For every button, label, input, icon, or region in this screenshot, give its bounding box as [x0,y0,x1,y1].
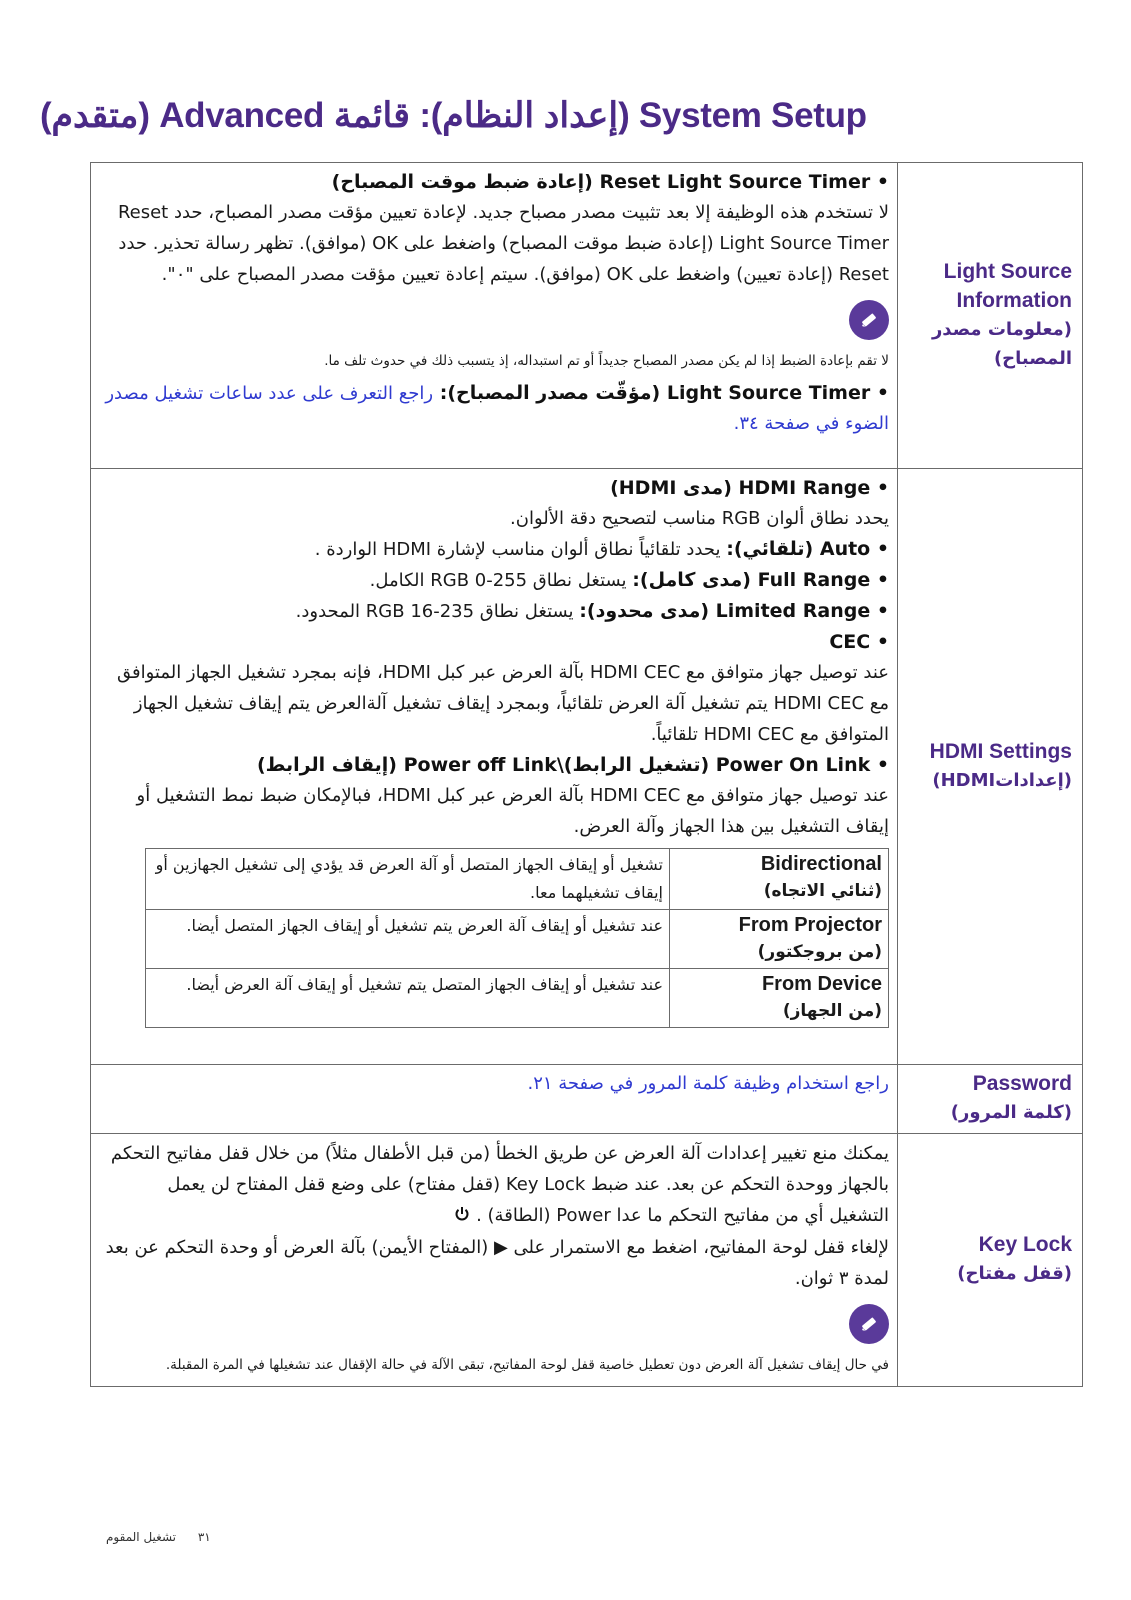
auto-text: يحدد تلقائياً نطاق ألوان مناسب لإشارة HDMI الواردة . [314,539,727,560]
light-source-timer-heading: • Light Source Timer (مؤقّت مصدر المصباح): [433,382,889,404]
unlock-text: لإلغاء قفل لوحة المفاتيح، اضغط مع الاستمرار على ▶ (المفتاح الأيمن) بآلة العرض أو وحدة التحكم عن بعد لمدة ٣ ثوان. [105,1236,889,1289]
note-pencil-icon [849,1304,889,1344]
footer-text: تشغيل المقوم [106,1530,176,1544]
table-row [91,469,1083,1065]
light-source-label-ar: (معلومات مصدر المصباح) [931,318,1072,369]
keylock-label-ar: (قفل مفتاح) [957,1262,1072,1284]
hdmi-description [91,469,898,1065]
power-link-options-table [145,848,889,1028]
table-row [146,849,889,910]
keylock-text [103,1138,889,1232]
hdmi-settings-label-ar: (إعداداتHDMI) [932,769,1072,791]
note-pencil-icon [849,300,889,340]
table-row [91,163,1083,469]
option-from-projector-desc: عند تشغيل أو إيقاف آلة العرض يتم تشغيل أو إيقاف الجهاز المتصل أيضا. [146,910,670,969]
password-label: Password [972,1072,1072,1095]
password-label-ar: (كلمة المرور) [950,1102,1072,1123]
reset-warning-note: لا تقم بإعادة الضبط إذا لم يكن مصدر المصباح جديداً أو تم استبداله، إذ يتسبب ذلك في حدوث تلف ما. [324,353,889,369]
option-name-cell [670,910,889,969]
limited-range-heading: • Limited Range (مدى محدود): [579,600,889,622]
option-from-projector-ar: (من بروجكتور) [757,942,882,962]
power-icon [454,1201,470,1232]
light-source-label-cell [898,163,1083,469]
keylock-description [91,1134,898,1387]
option-from-device-desc: عند تشغيل أو إيقاف الجهاز المتصل يتم تشغيل أو إيقاف آلة العرض أيضا. [146,969,670,1028]
page-title: System Setup (إعداد النظام): قائمة Advanced (متقدم) [40,96,867,135]
keylock-label-cell [898,1134,1083,1387]
option-bidirectional: Bidirectional [760,853,882,875]
full-range-text: يستغل نطاق RGB 0-255 الكامل. [369,570,633,591]
full-range-heading: • Full Range (مدى كامل): [632,569,889,591]
table-row [91,1065,1083,1134]
password-link[interactable]: راجع استخدام وظيفة كلمة المرور في صفحة ٢١. [527,1073,889,1094]
option-from-device-ar: (من الجهاز) [782,1001,882,1021]
hdmi-range-text: يحدد نطاق ألوان RGB مناسب لتصحيح دقة الألوان. [510,508,889,529]
auto-heading: • Auto (تلقائي): [726,538,889,560]
light-source-label: Light Source Information [943,259,1072,312]
power-link-text: عند توصيل جهاز متوافق مع HDMI CEC بآلة العرض عبر كبل HDMI، فبالإمكان ضبط نمط التشغيل أو إيقاف التشغيل بين هذا الجهاز وآلة العرض. [136,785,889,837]
password-description [91,1065,898,1134]
cec-text: عند توصيل جهاز متوافق مع HDMI CEC بآلة العرض عبر كبل HDMI، فإنه بمجرد تشغيل الجهاز المتوافق مع HDMI CEC يتم تشغيل آلة العرض تلقائياً، وبمجرد إيقاف تشغيل آلةالعرض يتم إيقاف تشغيل الجهاز المتوافق مع HDMI CEC تلقائياً. [116,662,889,745]
keylock-note: في حال إيقاف تشغيل آلة العرض دون تعطيل خاصية قفل لوحة المفاتيح، تبقى الآلة في حالة الإقفال عند تشغيلها في المرة المقبلة. [165,1356,889,1373]
option-name-cell [670,849,889,910]
table-row [146,910,889,969]
limited-range-text: يستغل نطاق RGB 16-235 المحدود. [295,601,580,622]
power-link-heading: • Power On Link (تشغيل الرابط)\Power off Link (إيقاف الرابط) [257,754,889,776]
option-from-device: From Device [761,973,882,995]
password-label-cell [898,1065,1083,1134]
page-number: ٣١ [197,1530,211,1544]
cec-heading: • CEC [829,631,889,653]
keylock-label: Key Lock [978,1232,1072,1256]
table-row [146,969,889,1028]
page-footer [88,1530,211,1544]
option-name-cell [670,969,889,1028]
reset-light-source-text: لا تستخدم هذه الوظيفة إلا بعد تثبيت مصدر مصباح جديد. لإعادة تعيين مؤقت مصدر المصباح، حدد Reset Light Source Timer (إعادة ضبط موقت المصباح) واضغط على OK (موافق). تظهر رسالة تحذير. حدد Reset (إعادة تعيين) واضغط على OK (موافق). سيتم إعادة تعيين مؤقت مصدر المصباح على "٠". [117,202,889,285]
option-bidirectional-desc: تشغيل أو إيقاف الجهاز المتصل أو آلة العرض قد يؤدي إلى تشغيل الجهازين أو إيقاف تشغيلهما معا. [146,849,670,910]
settings-table [90,162,1083,1387]
hdmi-range-heading: • HDMI Range (مدى HDMI) [610,477,889,499]
reset-light-source-timer-heading: • Reset Light Source Timer (إعادة ضبط موقت المصباح) [331,171,889,193]
light-source-timer-link[interactable]: راجع التعرف على عدد ساعات تشغيل مصدر الضوء في صفحة ٣٤. [105,383,889,434]
table-row [91,1134,1083,1387]
option-from-projector: From Projector [738,914,882,936]
keylock-text-body: يمكنك منع تغيير إعدادات آلة العرض عن طريق الخطأ (من قبل الأطفال مثلاً) من خلال قفل مفاتيح التحكم بالجهاز ووحدة التحكم عن بعد. عند ضبط Key Lock (قفل مفتاح) على وضع قفل المفتاح لن يعمل التشغيل أي من مفاتيح التحكم ما عدا Power (الطاقة) . [110,1143,889,1226]
hdmi-label-cell [898,469,1083,1065]
light-source-description [91,163,898,469]
hdmi-settings-label: HDMI Settings [929,739,1072,763]
option-bidirectional-ar: (ثنائي الاتجاه) [763,881,882,901]
